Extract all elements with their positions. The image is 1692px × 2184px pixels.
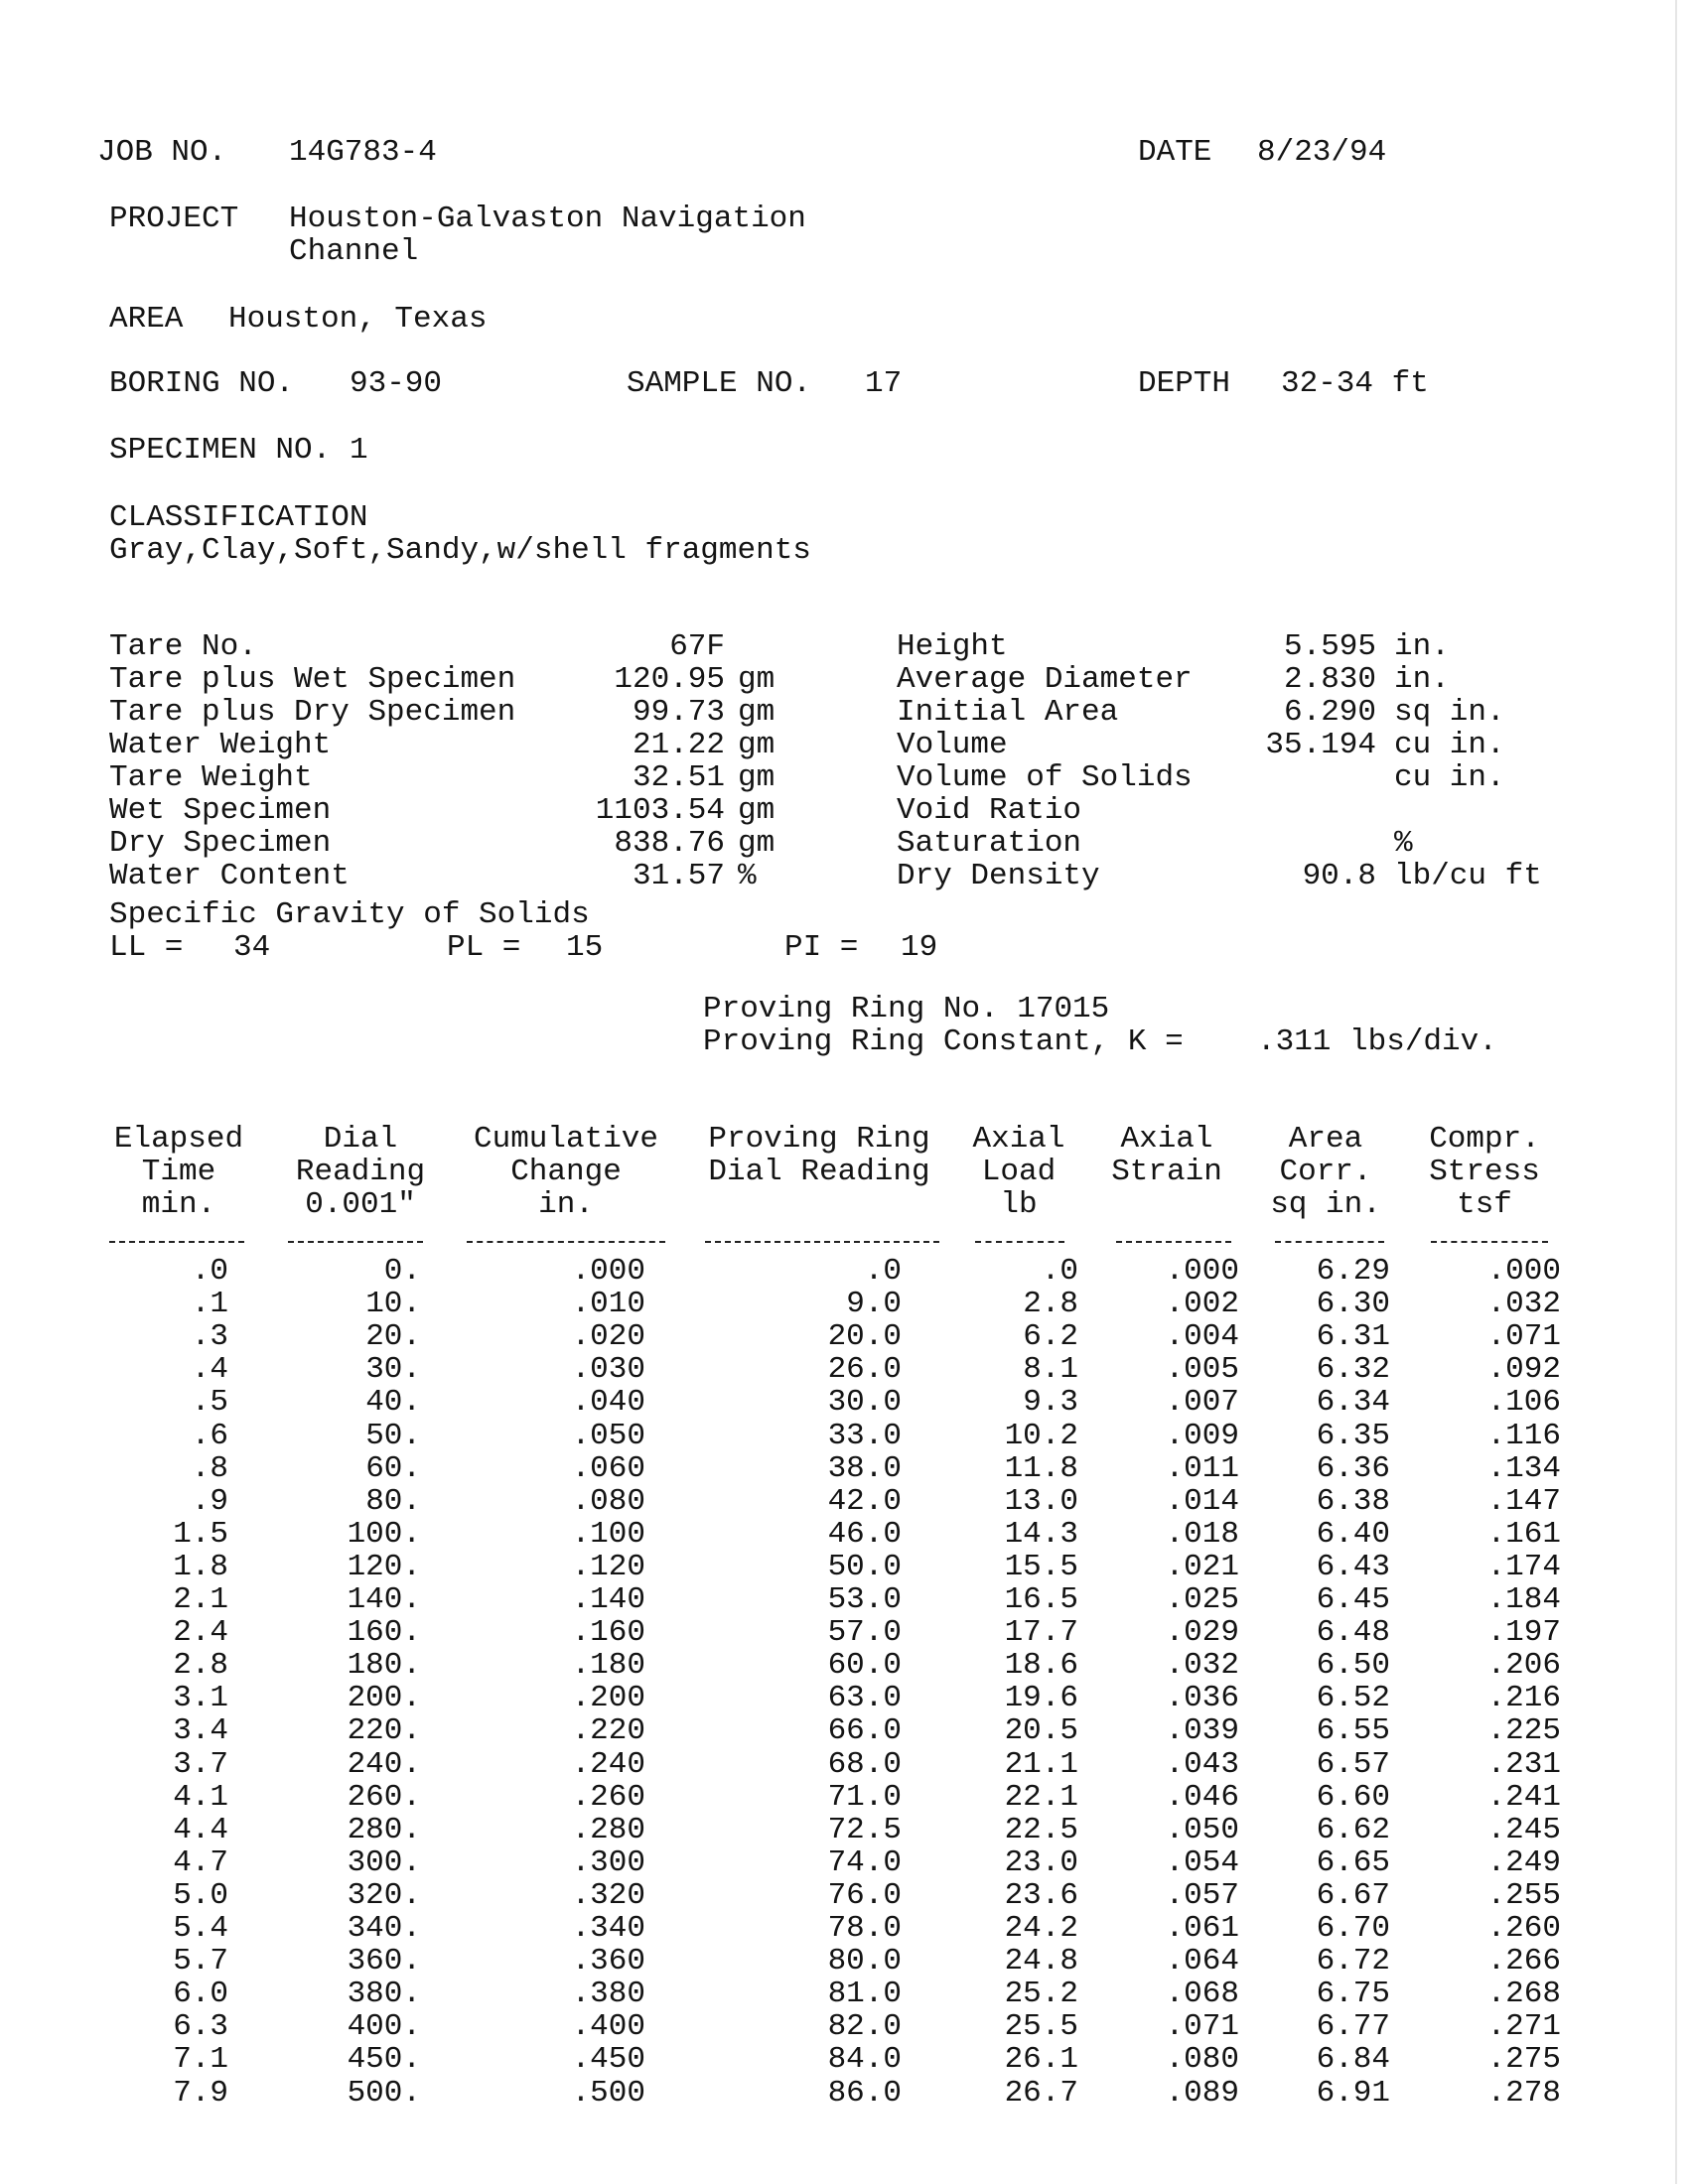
table-cell: .240	[571, 1746, 645, 1782]
table-cell: .064	[1165, 1944, 1239, 1979]
column-header-rule	[1275, 1241, 1384, 1243]
table-cell: .071	[1486, 1319, 1561, 1355]
table-cell: .300	[571, 1844, 645, 1880]
table-cell: 6.0	[173, 1977, 228, 2012]
table-cell: .014	[1165, 1483, 1239, 1519]
table-cell: 200.	[347, 1681, 421, 1716]
table-cell: .450	[571, 2042, 645, 2078]
table-cell: 6.84	[1316, 2042, 1390, 2078]
specimen-dimension-unit: %	[1394, 826, 1413, 861]
table-cell: .400	[571, 2009, 645, 2045]
table-cell: 8.1	[1023, 1352, 1078, 1388]
table-cell: .245	[1486, 1812, 1561, 1847]
table-cell: .268	[1486, 1977, 1561, 2012]
table-cell: .200	[571, 1681, 645, 1716]
table-cell: 1.8	[173, 1549, 228, 1584]
table-cell: 23.6	[1004, 1877, 1078, 1913]
table-cell: 50.0	[827, 1549, 902, 1584]
table-cell: .004	[1165, 1319, 1239, 1355]
proving-ring-constant-value: .311 lbs/div.	[1257, 1024, 1497, 1059]
table-cell: 82.0	[827, 2009, 902, 2045]
pl-value: 15	[566, 930, 604, 965]
table-cell: .116	[1486, 1418, 1561, 1453]
specimen-dimension-label: Dry Density	[897, 859, 1100, 893]
sample-no-value: 17	[865, 366, 903, 401]
table-cell: 17.7	[1004, 1615, 1078, 1651]
table-cell: .340	[571, 1911, 645, 1946]
table-cell: 25.2	[1004, 1977, 1078, 2012]
specimen-dimension-value: 90.8	[1302, 859, 1376, 893]
table-cell: 160.	[347, 1615, 421, 1651]
table-cell: 74.0	[827, 1844, 902, 1880]
table-cell: 100.	[347, 1516, 421, 1552]
table-cell: .0	[864, 1254, 902, 1289]
table-cell: 5.0	[173, 1877, 228, 1913]
table-cell: 6.60	[1316, 1779, 1390, 1815]
table-cell: 10.	[365, 1287, 421, 1322]
area-value: Houston, Texas	[228, 302, 488, 337]
table-cell: 4.4	[173, 1812, 228, 1847]
table-cell: .009	[1165, 1418, 1239, 1453]
table-cell: 220.	[347, 1713, 421, 1749]
table-cell: 6.30	[1316, 1287, 1390, 1322]
table-cell: 76.0	[827, 1877, 902, 1913]
table-cell: 26.1	[1004, 2042, 1078, 2078]
column-header-rule	[467, 1241, 665, 1243]
column-header: Compr. Stress tsf	[1429, 1122, 1540, 1222]
table-cell: 38.0	[827, 1450, 902, 1486]
table-cell: .9	[191, 1483, 228, 1519]
table-cell: .280	[571, 1812, 645, 1847]
table-cell: 60.	[365, 1450, 421, 1486]
table-cell: 46.0	[827, 1516, 902, 1552]
table-cell: 2.8	[173, 1648, 228, 1684]
proving-ring-constant-label: Proving Ring Constant, K =	[703, 1024, 1184, 1059]
table-cell: 6.2	[1023, 1319, 1078, 1355]
table-cell: .060	[571, 1450, 645, 1486]
table-cell: 84.0	[827, 2042, 902, 2078]
table-cell: .271	[1486, 2009, 1561, 2045]
boring-no-label: BORING NO.	[109, 366, 295, 401]
table-cell: 66.0	[827, 1713, 902, 1749]
table-cell: 20.0	[827, 1319, 902, 1355]
specimen-dimension-unit: lb/cu ft	[1394, 859, 1542, 893]
table-cell: .000	[571, 1254, 645, 1289]
specimen-property-label: Tare No.	[109, 629, 257, 664]
pl-label: PL =	[447, 930, 521, 965]
table-cell: 30.	[365, 1352, 421, 1388]
table-cell: 6.45	[1316, 1582, 1390, 1617]
table-cell: .241	[1486, 1779, 1561, 1815]
table-cell: .046	[1165, 1779, 1239, 1815]
table-cell: 140.	[347, 1582, 421, 1617]
specimen-dimension-value: 35.194	[1265, 728, 1376, 762]
table-cell: .5	[191, 1385, 228, 1421]
table-cell: .275	[1486, 2042, 1561, 2078]
table-cell: .025	[1165, 1582, 1239, 1617]
column-header: Proving Ring Dial Reading	[708, 1122, 930, 1189]
table-cell: 26.0	[827, 1352, 902, 1388]
table-cell: .000	[1486, 1254, 1561, 1289]
table-cell: 10.2	[1004, 1418, 1078, 1453]
table-cell: 33.0	[827, 1418, 902, 1453]
table-cell: 14.3	[1004, 1516, 1078, 1552]
table-cell: .039	[1165, 1713, 1239, 1749]
table-cell: .021	[1165, 1549, 1239, 1584]
specimen-property-unit: gm	[738, 695, 776, 730]
table-cell: 280.	[347, 1812, 421, 1847]
table-cell: .206	[1486, 1648, 1561, 1684]
specimen-dimension-value: 2.830	[1283, 662, 1376, 697]
table-cell: .278	[1486, 2075, 1561, 2111]
table-cell: 360.	[347, 1944, 421, 1979]
table-cell: .134	[1486, 1450, 1561, 1486]
table-cell: 25.5	[1004, 2009, 1078, 2045]
specimen-property-value: 31.57	[632, 859, 725, 893]
specimen-property-value: 120.95	[614, 662, 725, 697]
table-cell: .071	[1165, 2009, 1239, 2045]
table-cell: 9.0	[846, 1287, 902, 1322]
specimen-dimension-label: Initial Area	[897, 695, 1119, 730]
specimen-dimension-label: Void Ratio	[897, 793, 1082, 828]
specimen-property-label: Tare plus Dry Specimen	[109, 695, 516, 730]
table-cell: .0	[191, 1254, 228, 1289]
table-cell: 6.50	[1316, 1648, 1390, 1684]
table-cell: 6.34	[1316, 1385, 1390, 1421]
table-cell: 320.	[347, 1877, 421, 1913]
table-cell: 240.	[347, 1746, 421, 1782]
table-cell: .032	[1486, 1287, 1561, 1322]
table-cell: .255	[1486, 1877, 1561, 1913]
table-cell: 5.4	[173, 1911, 228, 1946]
table-cell: .043	[1165, 1746, 1239, 1782]
table-cell: .000	[1165, 1254, 1239, 1289]
specimen-dimension-label: Saturation	[897, 826, 1082, 861]
table-cell: 6.67	[1316, 1877, 1390, 1913]
specimen-property-label: Water Weight	[109, 728, 332, 762]
table-cell: .089	[1165, 2075, 1239, 2111]
table-cell: .020	[571, 1319, 645, 1355]
table-cell: 6.40	[1316, 1516, 1390, 1552]
column-header-rule	[975, 1241, 1064, 1243]
table-cell: 6.57	[1316, 1746, 1390, 1782]
classification-label: CLASSIFICATION	[109, 500, 368, 535]
specimen-dimension-unit: in.	[1394, 662, 1450, 697]
table-cell: 26.7	[1004, 2075, 1078, 2111]
ll-label: LL =	[109, 930, 184, 965]
table-cell: .120	[571, 1549, 645, 1584]
date-value: 8/23/94	[1257, 135, 1387, 170]
specimen-dimension-value: 6.290	[1283, 695, 1376, 730]
column-header: Area Corr. sq in.	[1270, 1122, 1381, 1222]
table-cell: .054	[1165, 1844, 1239, 1880]
specimen-dimension-value: 5.595	[1283, 629, 1376, 664]
specimen-dimension-label: Volume of Solids	[897, 760, 1193, 795]
specimen-no-value: 1	[350, 433, 368, 468]
table-cell: .057	[1165, 1877, 1239, 1913]
table-cell: 11.8	[1004, 1450, 1078, 1486]
specimen-property-value: 99.73	[632, 695, 725, 730]
column-header-rule	[288, 1241, 423, 1243]
table-cell: .6	[191, 1418, 228, 1453]
specimen-dimension-unit: in.	[1394, 629, 1450, 664]
table-cell: .360	[571, 1944, 645, 1979]
table-cell: 15.5	[1004, 1549, 1078, 1584]
column-header: Cumulative Change in.	[473, 1122, 659, 1222]
table-cell: 260.	[347, 1779, 421, 1815]
table-cell: .320	[571, 1877, 645, 1913]
table-cell: 6.72	[1316, 1944, 1390, 1979]
specimen-property-unit: gm	[738, 826, 776, 861]
table-cell: .068	[1165, 1977, 1239, 2012]
table-cell: 7.9	[173, 2075, 228, 2111]
table-cell: .225	[1486, 1713, 1561, 1749]
table-cell: .029	[1165, 1615, 1239, 1651]
column-header-rule	[1116, 1241, 1231, 1243]
table-cell: 180.	[347, 1648, 421, 1684]
table-cell: 80.	[365, 1483, 421, 1519]
table-cell: .266	[1486, 1944, 1561, 1979]
table-cell: .380	[571, 1977, 645, 2012]
table-cell: 6.32	[1316, 1352, 1390, 1388]
specimen-dimension-unit: cu in.	[1394, 728, 1505, 762]
table-cell: 16.5	[1004, 1582, 1078, 1617]
table-cell: 78.0	[827, 1911, 902, 1946]
table-cell: 68.0	[827, 1746, 902, 1782]
specimen-property-unit: gm	[738, 728, 776, 762]
table-cell: .160	[571, 1615, 645, 1651]
table-cell: .005	[1165, 1352, 1239, 1388]
table-cell: 6.35	[1316, 1418, 1390, 1453]
table-cell: 6.62	[1316, 1812, 1390, 1847]
table-cell: 340.	[347, 1911, 421, 1946]
table-cell: 400.	[347, 2009, 421, 2045]
table-cell: 380.	[347, 1977, 421, 2012]
table-cell: 6.75	[1316, 1977, 1390, 2012]
project-label: PROJECT	[109, 202, 239, 236]
table-cell: 6.91	[1316, 2075, 1390, 2111]
table-cell: 60.0	[827, 1648, 902, 1684]
table-cell: 6.3	[173, 2009, 228, 2045]
table-cell: .161	[1486, 1516, 1561, 1552]
table-cell: 18.6	[1004, 1648, 1078, 1684]
job-no-value: 14G783-4	[289, 135, 437, 170]
table-cell: 20.5	[1004, 1713, 1078, 1749]
pi-label: PI =	[784, 930, 859, 965]
table-cell: 6.43	[1316, 1549, 1390, 1584]
table-cell: .007	[1165, 1385, 1239, 1421]
table-cell: 24.8	[1004, 1944, 1078, 1979]
table-cell: .4	[191, 1352, 228, 1388]
table-cell: 3.7	[173, 1746, 228, 1782]
specimen-dimension-unit: cu in.	[1394, 760, 1505, 795]
table-cell: 6.48	[1316, 1615, 1390, 1651]
ll-value: 34	[233, 930, 271, 965]
table-cell: .220	[571, 1713, 645, 1749]
table-cell: 2.1	[173, 1582, 228, 1617]
table-cell: 42.0	[827, 1483, 902, 1519]
table-cell: 21.1	[1004, 1746, 1078, 1782]
specific-gravity-label: Specific Gravity of Solids	[109, 897, 590, 932]
table-cell: 4.7	[173, 1844, 228, 1880]
table-cell: 80.0	[827, 1944, 902, 1979]
specimen-property-unit: gm	[738, 793, 776, 828]
table-cell: 6.77	[1316, 2009, 1390, 2045]
table-cell: .8	[191, 1450, 228, 1486]
table-cell: .3	[191, 1319, 228, 1355]
table-cell: 40.	[365, 1385, 421, 1421]
table-cell: .010	[571, 1287, 645, 1322]
pi-value: 19	[901, 930, 938, 965]
specimen-property-unit: %	[738, 859, 757, 893]
boring-no-value: 93-90	[350, 366, 443, 401]
table-cell: 300.	[347, 1844, 421, 1880]
table-cell: 6.38	[1316, 1483, 1390, 1519]
table-cell: 57.0	[827, 1615, 902, 1651]
table-cell: 53.0	[827, 1582, 902, 1617]
table-cell: .260	[571, 1779, 645, 1815]
specimen-property-value: 67F	[669, 629, 725, 664]
table-cell: .500	[571, 2075, 645, 2111]
table-cell: 3.4	[173, 1713, 228, 1749]
depth-label: DEPTH	[1138, 366, 1231, 401]
table-cell: 6.65	[1316, 1844, 1390, 1880]
sample-no-label: SAMPLE NO.	[627, 366, 812, 401]
column-header: Axial Load lb	[972, 1122, 1065, 1222]
table-cell: .040	[571, 1385, 645, 1421]
table-cell: 13.0	[1004, 1483, 1078, 1519]
column-header-rule	[1431, 1241, 1548, 1243]
table-cell: .197	[1486, 1615, 1561, 1651]
table-cell: 6.70	[1316, 1911, 1390, 1946]
area-label: AREA	[109, 302, 184, 337]
table-cell: .050	[1165, 1812, 1239, 1847]
table-cell: 86.0	[827, 2075, 902, 2111]
project-value-line2: Channel	[289, 234, 419, 269]
table-cell: 6.52	[1316, 1681, 1390, 1716]
specimen-dimension-label: Volume	[897, 728, 1008, 762]
table-cell: .018	[1165, 1516, 1239, 1552]
specimen-property-unit: gm	[738, 760, 776, 795]
table-cell: 0.	[383, 1254, 421, 1289]
table-cell: 500.	[347, 2075, 421, 2111]
column-header-rule	[109, 1241, 244, 1243]
table-cell: .032	[1165, 1648, 1239, 1684]
table-cell: 4.1	[173, 1779, 228, 1815]
table-cell: .106	[1486, 1385, 1561, 1421]
column-header-rule	[705, 1241, 939, 1243]
table-cell: .092	[1486, 1352, 1561, 1388]
table-cell: .174	[1486, 1549, 1561, 1584]
table-cell: 20.	[365, 1319, 421, 1355]
table-cell: .080	[571, 1483, 645, 1519]
column-header: Axial Strain	[1111, 1122, 1222, 1189]
table-cell: .050	[571, 1418, 645, 1453]
table-cell: 30.0	[827, 1385, 902, 1421]
table-cell: .216	[1486, 1681, 1561, 1716]
table-cell: 23.0	[1004, 1844, 1078, 1880]
table-cell: 22.1	[1004, 1779, 1078, 1815]
table-cell: 19.6	[1004, 1681, 1078, 1716]
table-cell: .036	[1165, 1681, 1239, 1716]
table-cell: 9.3	[1023, 1385, 1078, 1421]
table-cell: 22.5	[1004, 1812, 1078, 1847]
table-cell: .260	[1486, 1911, 1561, 1946]
table-cell: 71.0	[827, 1779, 902, 1815]
specimen-dimension-label: Average Diameter	[897, 662, 1193, 697]
page-edge-line	[1675, 0, 1677, 2184]
table-cell: .231	[1486, 1746, 1561, 1782]
column-header: Dial Reading 0.001"	[295, 1122, 426, 1222]
table-cell: 6.29	[1316, 1254, 1390, 1289]
table-cell: .147	[1486, 1483, 1561, 1519]
specimen-property-value: 1103.54	[595, 793, 725, 828]
proving-ring-number: Proving Ring No. 17015	[703, 992, 1110, 1026]
table-cell: .030	[571, 1352, 645, 1388]
table-cell: 6.31	[1316, 1319, 1390, 1355]
table-cell: .180	[571, 1648, 645, 1684]
specimen-property-label: Tare plus Wet Specimen	[109, 662, 516, 697]
specimen-property-label: Dry Specimen	[109, 826, 332, 861]
table-cell: 24.2	[1004, 1911, 1078, 1946]
table-cell: .0	[1041, 1254, 1078, 1289]
table-cell: 2.4	[173, 1615, 228, 1651]
specimen-dimension-unit: sq in.	[1394, 695, 1505, 730]
column-header: Elapsed Time min.	[113, 1122, 244, 1222]
table-cell: .249	[1486, 1844, 1561, 1880]
table-cell: .184	[1486, 1582, 1561, 1617]
table-cell: 120.	[347, 1549, 421, 1584]
specimen-dimension-label: Height	[897, 629, 1008, 664]
specimen-property-value: 838.76	[614, 826, 725, 861]
table-cell: 6.55	[1316, 1713, 1390, 1749]
table-cell: .061	[1165, 1911, 1239, 1946]
project-value-line1: Houston-Galvaston Navigation	[289, 202, 806, 236]
specimen-property-label: Wet Specimen	[109, 793, 332, 828]
table-cell: 450.	[347, 2042, 421, 2078]
job-no-label: JOB NO.	[97, 135, 227, 170]
table-cell: .002	[1165, 1287, 1239, 1322]
specimen-property-value: 32.51	[632, 760, 725, 795]
specimen-property-label: Tare Weight	[109, 760, 313, 795]
table-cell: 81.0	[827, 1977, 902, 2012]
specimen-no-label: SPECIMEN NO.	[109, 433, 332, 468]
table-cell: 3.1	[173, 1681, 228, 1716]
table-cell: 5.7	[173, 1944, 228, 1979]
classification-value: Gray,Clay,Soft,Sandy,w/shell fragments	[109, 533, 811, 568]
table-cell: 2.8	[1023, 1287, 1078, 1322]
depth-value: 32-34 ft	[1281, 366, 1429, 401]
table-cell: .140	[571, 1582, 645, 1617]
table-cell: 6.36	[1316, 1450, 1390, 1486]
table-cell: .080	[1165, 2042, 1239, 2078]
table-cell: .100	[571, 1516, 645, 1552]
table-cell: 63.0	[827, 1681, 902, 1716]
specimen-property-unit: gm	[738, 662, 776, 697]
date-label: DATE	[1138, 135, 1212, 170]
table-cell: .011	[1165, 1450, 1239, 1486]
table-cell: 72.5	[827, 1812, 902, 1847]
table-cell: 1.5	[173, 1516, 228, 1552]
specimen-property-value: 21.22	[632, 728, 725, 762]
specimen-property-label: Water Content	[109, 859, 350, 893]
table-cell: 50.	[365, 1418, 421, 1453]
table-cell: 7.1	[173, 2042, 228, 2078]
table-cell: .1	[191, 1287, 228, 1322]
